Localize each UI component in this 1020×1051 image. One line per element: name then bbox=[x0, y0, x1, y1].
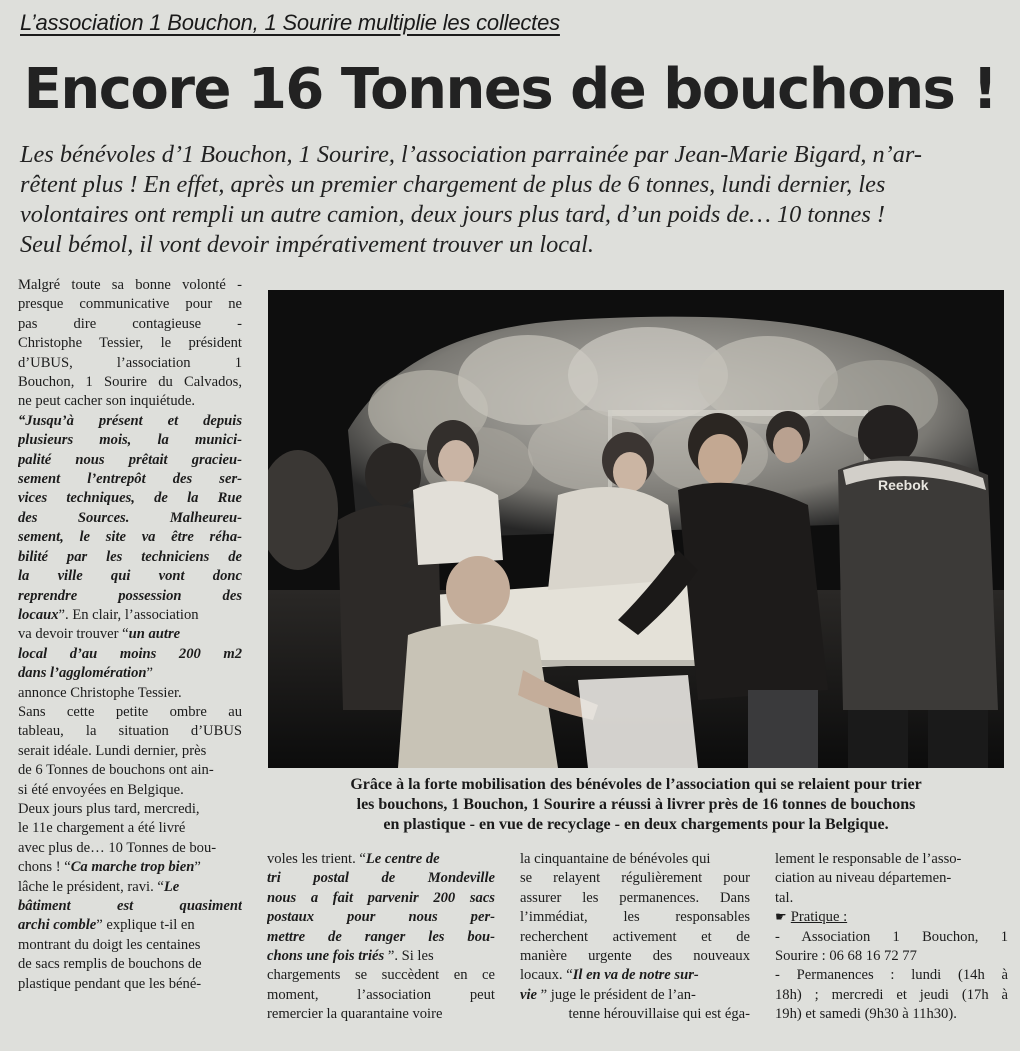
quote-line: palité nous prêtait gracieu- bbox=[18, 451, 242, 468]
text-fragment: ” juge le président de l’an- bbox=[537, 986, 696, 1003]
text-line: de 6 Tonnes de bouchons ont ain- bbox=[18, 762, 214, 779]
caption-line: les bouchons, 1 Bouchon, 1 Sourire a réussi à livrer près de 16 tonnes de bouchons bbox=[356, 796, 916, 813]
text-line: 18h) ; mercredi et jeudi (17h à bbox=[775, 986, 1008, 1003]
text-line: pas dire contagieuse - bbox=[18, 315, 242, 332]
text-line bbox=[520, 966, 750, 985]
lead-line: rêtent plus ! En effet, après un premier chargement de plus de 6 tonnes, lundi dernier, les bbox=[20, 171, 886, 198]
text-line: plastique pendant que les béné- bbox=[18, 975, 202, 992]
text-line: remercier la quarantaine voire bbox=[267, 1006, 443, 1023]
text-line: 19h) et samedi (9h30 à 11h30). bbox=[775, 1006, 957, 1023]
quote-line: reprendre possession des bbox=[18, 587, 242, 604]
practical-info-heading bbox=[775, 908, 1008, 927]
quote-line: sement l’entrepôt des ser- bbox=[18, 471, 242, 488]
text-fragment: ” bbox=[194, 859, 201, 876]
headline: Encore 16 Tonnes de bouchons ! bbox=[23, 57, 997, 122]
quote-fragment: Il en va de notre sur- bbox=[572, 967, 699, 984]
text-line: serait idéale. Lundi dernier, près bbox=[18, 742, 207, 759]
text-fragment: ” bbox=[146, 665, 154, 682]
quote-line: nous a fait parvenir 200 sacs bbox=[267, 889, 495, 906]
article-column-1 bbox=[18, 276, 242, 994]
lead-line: Les bénévoles d’1 Bouchon, 1 Sourire, l’association parrainée par Jean-Marie Bigard, n’ar- bbox=[20, 141, 922, 168]
text-fragment: lâche le président, ravi. “ bbox=[18, 878, 164, 895]
pointing-hand-icon: ☛ bbox=[775, 910, 791, 926]
text-line bbox=[18, 916, 242, 935]
text-line: se relayent régulièrement pour bbox=[520, 870, 750, 887]
text-line: Bouchon, 1 Sourire du Calvados, bbox=[18, 374, 242, 391]
caption-line: en plastique - en vue de recyclage - en deux chargements pour la Belgique. bbox=[383, 816, 889, 833]
lead-paragraph bbox=[20, 140, 1010, 260]
quote-fragment: Le bbox=[163, 878, 180, 895]
quote-fragment: locaux bbox=[18, 606, 59, 623]
text-line bbox=[18, 606, 242, 625]
quote-line: mettre de ranger les bou- bbox=[267, 928, 495, 945]
text-line: montrant du doigt les centaines bbox=[18, 936, 201, 953]
quote-line: bilité par les techniciens de bbox=[18, 548, 242, 565]
practical-label: Pratique : bbox=[790, 909, 848, 926]
text-line: - Association 1 Bouchon, 1 bbox=[775, 928, 1008, 945]
text-line: presque communicative pour ne bbox=[18, 296, 242, 313]
quote-line: bâtiment est quasiment bbox=[18, 898, 242, 914]
text-fragment: ”. En clair, l’association bbox=[58, 606, 199, 623]
text-line: avec plus de… 10 Tonnes de bou- bbox=[18, 839, 217, 856]
quote-line: la ville qui vont donc bbox=[18, 568, 242, 585]
article-column-4 bbox=[775, 850, 1008, 1025]
text-fragment: chons ! “ bbox=[18, 859, 71, 876]
phone-number-line: Sourire : 06 68 16 72 77 bbox=[775, 948, 917, 965]
text-line: d’UBUS, l’association 1 bbox=[18, 354, 242, 371]
text-line: assurer les permanences. Dans bbox=[520, 889, 750, 906]
text-line: moment, l’association peut bbox=[267, 986, 495, 1003]
text-fragment: ” explique t-il en bbox=[96, 917, 195, 934]
article-photo bbox=[268, 290, 1004, 768]
text-fragment: locaux. “ bbox=[520, 967, 573, 984]
quote-fragment: vie bbox=[520, 986, 538, 1003]
quote-line: vices techniques, de la Rue bbox=[18, 490, 242, 507]
text-line bbox=[18, 878, 242, 897]
quote-line: des Sources. Malheureu- bbox=[18, 509, 242, 526]
quote-fragment: dans l’agglomération bbox=[18, 665, 147, 682]
quote-line: local d’au moins 200 m2 bbox=[18, 645, 242, 662]
lead-line: Seul bémol, il vont devoir impérativement trouver un local. bbox=[20, 231, 594, 258]
quote-fragment: Ca marche trop bien bbox=[70, 859, 195, 876]
text-line: lement le responsable de l’asso- bbox=[775, 851, 962, 867]
quote-line: “Jusqu’à présent et depuis bbox=[18, 412, 242, 429]
text-line: manière urgente des nouveaux bbox=[520, 948, 750, 965]
text-line: chargements se succèdent en ce bbox=[267, 967, 495, 984]
caption-line: Grâce à la forte mobilisation des bénévoles de l’association qui se relaient pour trier bbox=[350, 776, 922, 793]
lead-line: volontaires ont rempli un autre camion, deux jours plus tard, d’un poids de… 10 tonnes ! bbox=[20, 201, 885, 228]
article-column-2 bbox=[267, 850, 495, 1025]
quote-line: tri postal de Mondeville bbox=[267, 870, 495, 887]
photo-caption bbox=[268, 775, 1004, 835]
text-line bbox=[267, 850, 495, 869]
quote-line: sement, le site va être réha- bbox=[18, 529, 242, 546]
quote-fragment: un autre bbox=[128, 626, 181, 643]
quote-fragment: Le centre de bbox=[365, 851, 440, 867]
jacket-logo-text: Reebok bbox=[878, 477, 929, 493]
quote-line: plusieurs mois, la munici- bbox=[18, 432, 242, 449]
text-line: recherchent activement et de bbox=[520, 928, 750, 945]
text-line: Christophe Tessier, le président bbox=[18, 335, 242, 352]
quote-fragment: chons une fois triés bbox=[267, 948, 385, 965]
kicker: L’association 1 Bouchon, 1 Sourire multiplie les collectes bbox=[20, 10, 560, 35]
text-line: annonce Christophe Tessier. bbox=[18, 684, 182, 701]
quote-fragment: archi comble bbox=[18, 917, 97, 934]
text-line: si été envoyées en Belgique. bbox=[18, 781, 184, 798]
text-line bbox=[18, 625, 242, 644]
text-line bbox=[18, 664, 242, 683]
volunteers-sorting-photo bbox=[268, 290, 1004, 768]
text-line: le 11e chargement a été livré bbox=[18, 820, 186, 837]
article-column-3 bbox=[520, 850, 750, 1025]
text-fragment: voles les trient. “ bbox=[267, 851, 366, 867]
text-line: - Permanences : lundi (14h à bbox=[775, 967, 1008, 984]
text-line bbox=[267, 947, 495, 966]
text-line bbox=[520, 986, 750, 1005]
text-line: Sans cette petite ombre au bbox=[18, 703, 242, 720]
text-line: ne peut cacher son inquiétude. bbox=[18, 393, 196, 410]
text-line: de sacs remplis de bouchons de bbox=[18, 956, 202, 973]
text-line: tableau, la situation d’UBUS bbox=[18, 723, 242, 740]
text-line: Malgré toute sa bonne volonté - bbox=[18, 277, 242, 293]
text-line: Deux jours plus tard, mercredi, bbox=[18, 800, 200, 817]
text-line bbox=[18, 858, 242, 877]
text-fragment: va devoir trouver “ bbox=[18, 626, 129, 643]
text-line: ciation au niveau départemen- bbox=[775, 870, 952, 887]
text-line: l’immédiat, les responsables bbox=[520, 909, 750, 926]
text-line: tenne hérouvillaise qui est éga- bbox=[568, 1006, 750, 1023]
text-fragment: ”. Si les bbox=[384, 948, 434, 965]
text-line: la cinquantaine de bénévoles qui bbox=[520, 851, 711, 867]
text-line: tal. bbox=[775, 889, 794, 906]
quote-line: postaux pour nous per- bbox=[267, 909, 495, 926]
